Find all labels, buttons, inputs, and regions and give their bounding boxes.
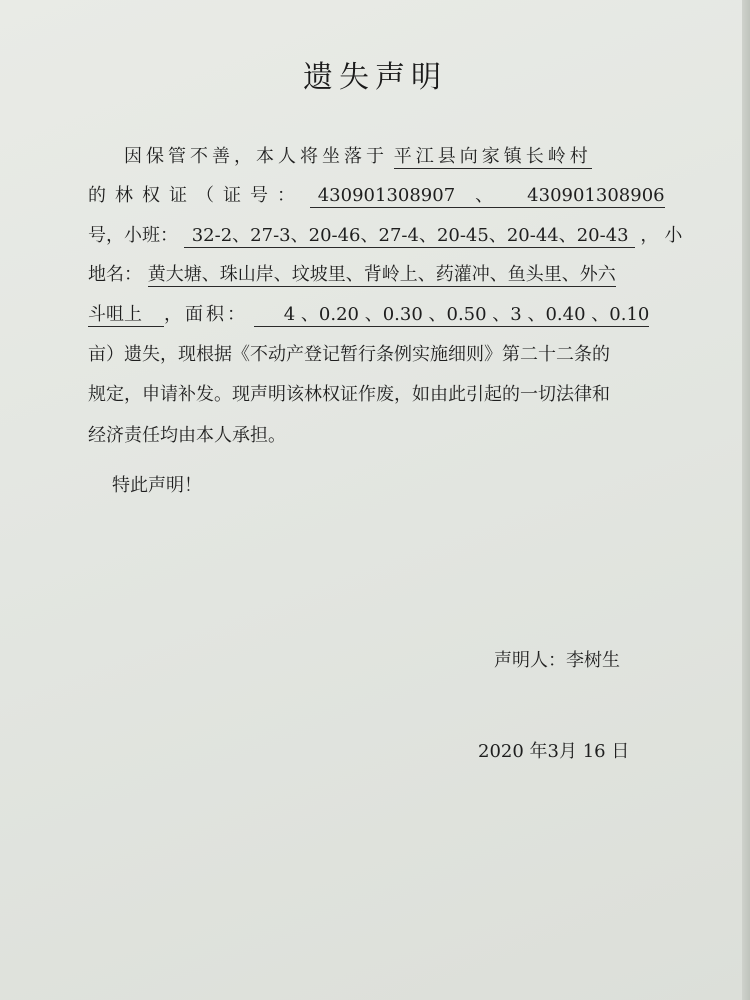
paragraph-line-6: 亩）遗失，现根据《不动产登记暂行条例实施细则》第二十二条的: [88, 344, 610, 365]
line2-prefix: 的林权证（证号：: [88, 185, 304, 206]
signer: 声明人：李树生: [494, 650, 620, 671]
area-label: ，面积：: [164, 304, 248, 325]
line1-prefix: 因保管不善，本人将坐落于: [124, 146, 388, 167]
paragraph-line-4: [88, 261, 616, 289]
line3-prefix: 号，小班：: [88, 225, 178, 246]
plot-numbers: 32-2、27-3、20-46、27-4、20-45、20-44、20-43: [184, 225, 635, 248]
paragraph-line-8: 经济责任均由本人承担。: [88, 425, 286, 446]
closing-line: 特此声明！: [112, 475, 202, 496]
paper-edge: [742, 0, 750, 1000]
line4-prefix: 地名：: [88, 264, 142, 285]
date: 2020 年3月 16 日: [478, 741, 630, 762]
certificate-separator: 、: [455, 185, 527, 208]
paragraph-line-5: [88, 301, 649, 329]
place-names-continued: 斗咀上: [88, 304, 164, 327]
paragraph-line-1: [124, 143, 592, 171]
paragraph-line-3: [88, 222, 688, 250]
document-title: 遗失声明: [303, 60, 447, 95]
location-field: 平江县向家镇长岭村: [393, 146, 592, 167]
certificate-number-2: 430901308906: [527, 185, 665, 206]
paragraph-line-2: [88, 182, 665, 210]
paragraph-line-7: 规定，申请补发。现声明该林权证作废，如由此引起的一切法律和: [88, 384, 610, 405]
certificate-number-1: 430901308907: [310, 185, 455, 208]
area-values: 4 、0.20 、0.30 、0.50 、3 、0.40 、0.10: [254, 304, 650, 327]
line3-suffix: ，小: [640, 225, 689, 246]
place-names: 黄大塘、珠山岸、坟坡里、背岭上、药灌冲、鱼头里、外六: [147, 264, 616, 285]
